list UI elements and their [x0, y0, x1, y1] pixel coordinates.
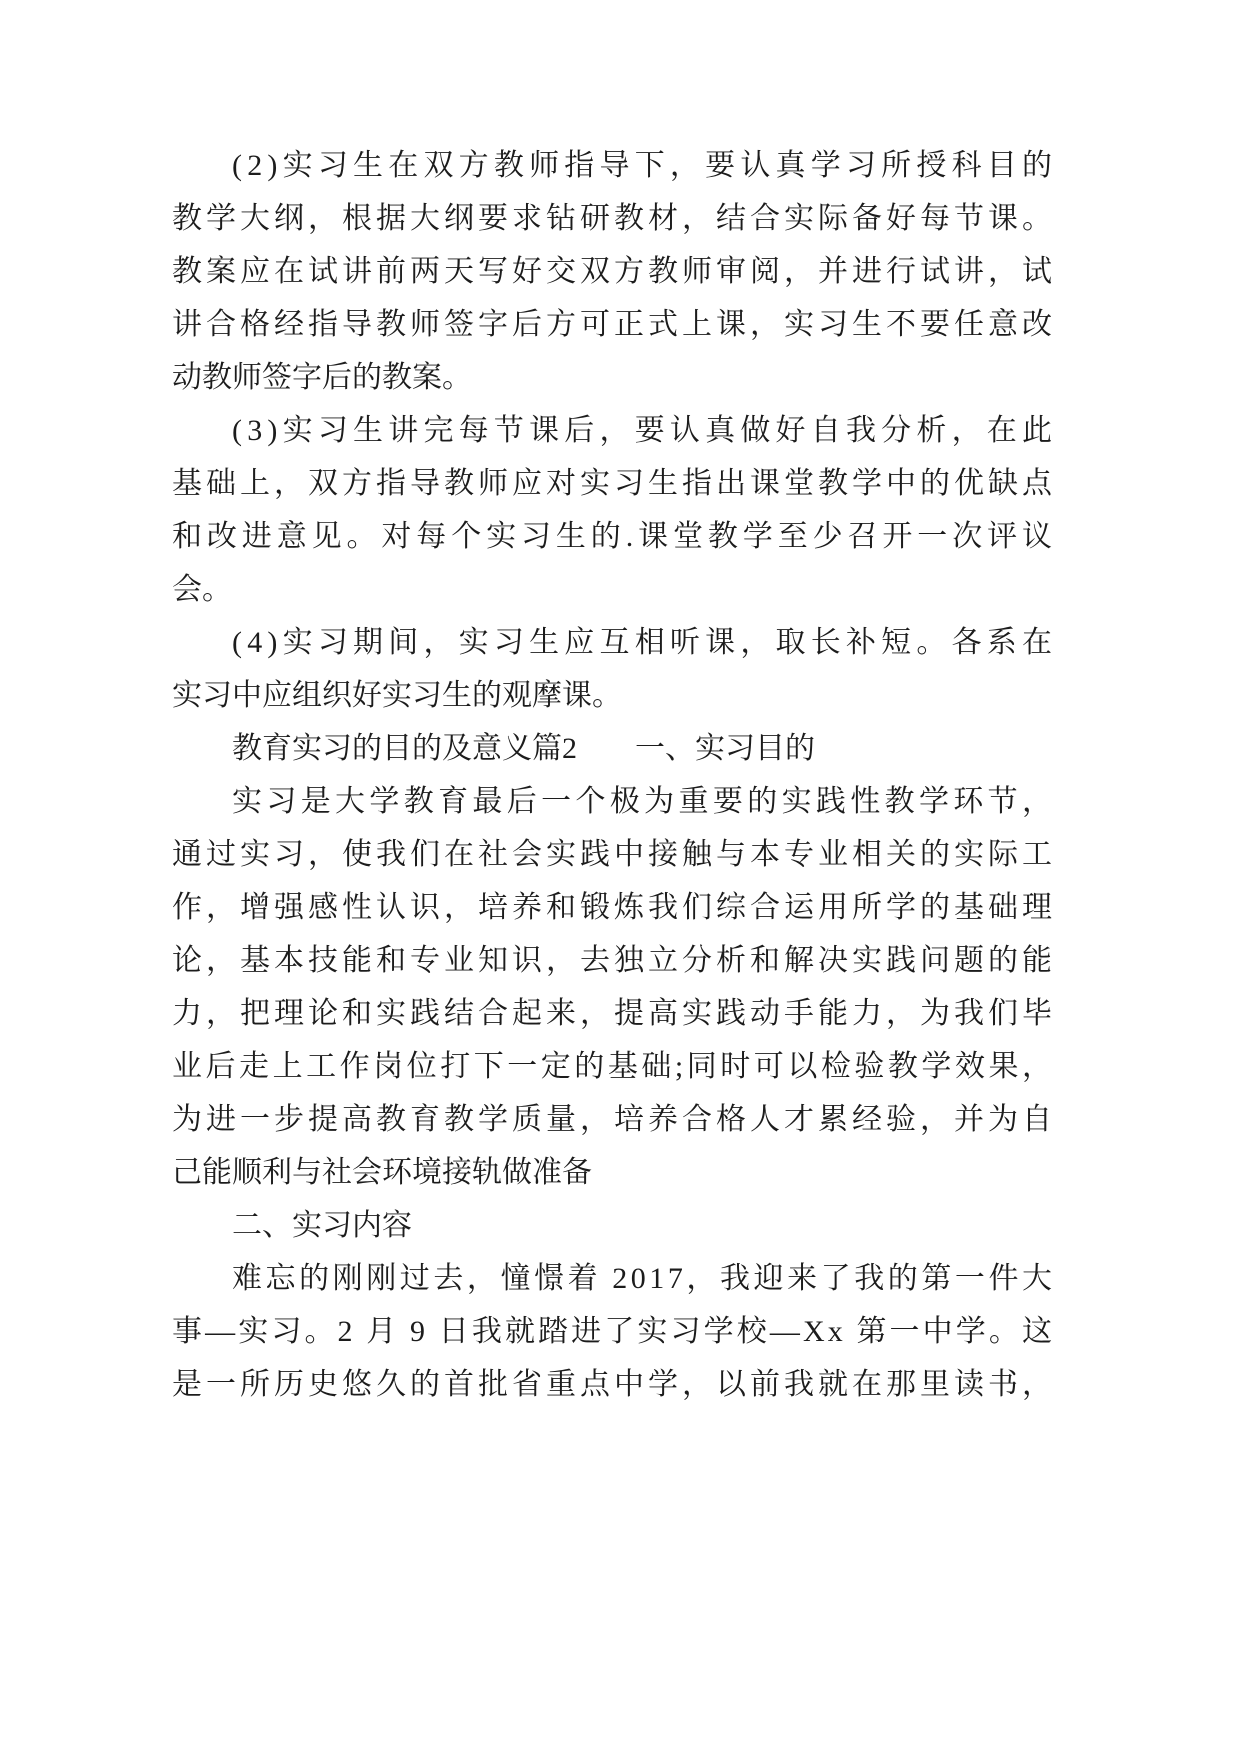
paragraph-line — [172, 1252, 1056, 1305]
section-1-paragraph — [172, 775, 1057, 1199]
section-heading-2 — [172, 1199, 1052, 1252]
line-text: 力，把理论和实践结合起来，提高实践动手能力，为我们毕 — [172, 997, 1056, 1030]
line-text: 为进一步提高教育教学质量，培养合格人才累经验，并为自 — [172, 1103, 1056, 1136]
paragraph-line — [172, 192, 1056, 245]
paragraph-line — [172, 298, 1056, 351]
paragraph-line — [172, 245, 1056, 298]
line-text: 业后走上工作岗位打下一定的基础;同时可以检验教学效果， — [172, 1050, 1056, 1083]
numbered-paragraph-2 — [172, 139, 1058, 404]
line-text: 动教师签字后的教案。 — [172, 361, 472, 394]
paragraph-line — [172, 775, 1057, 828]
paragraph-line — [172, 616, 1058, 669]
paragraph-line — [172, 351, 1052, 404]
heading-text: 二、实习内容 — [232, 1209, 412, 1242]
line-text: (2)实习生在双方教师指导下，要认真学习所授科目的 — [232, 149, 1058, 182]
line-text: (3)实习生讲完每节课后，要认真做好自我分析，在此 — [232, 414, 1058, 447]
paragraph-line — [172, 669, 1052, 722]
line-text: 是一所历史悠久的首批省重点中学，以前我就在那里读书， — [172, 1368, 1056, 1401]
line-text: 作，增强感性认识，培养和锻炼我们综合运用所学的基础理 — [172, 891, 1056, 924]
line-text: (4)实习期间，实习生应互相听课，取长补短。各系在 — [232, 626, 1058, 659]
paragraph-line — [172, 404, 1058, 457]
line-text: 教学大纲，根据大纲要求钻研教材，结合实际备好每节课。 — [172, 202, 1056, 235]
section-2-paragraph — [172, 1252, 1056, 1411]
numbered-paragraph-3 — [172, 404, 1058, 616]
line-text: 教案应在试讲前两天写好交双方教师审阅，并进行试讲，试 — [172, 255, 1056, 288]
paragraph-line — [172, 139, 1058, 192]
line-text: 基础上，双方指导教师应对实习生指出课堂教学中的优缺点 — [172, 467, 1056, 500]
paragraph-line — [172, 1358, 1056, 1411]
line-text: 己能顺利与社会环境接轨做准备 — [172, 1156, 592, 1189]
paragraph-line — [172, 457, 1056, 510]
line-text: 论，基本技能和专业知识，去独立分析和解决实践问题的能 — [172, 944, 1056, 977]
paragraph-line — [172, 1040, 1056, 1093]
section-heading-1: 一、实习目的 — [635, 732, 815, 765]
article-title: 教育实习的目的及意义篇2 — [232, 732, 577, 765]
line-text: 难忘的刚刚过去，憧憬着 2017，我迎来了我的第一件大 — [232, 1262, 1056, 1295]
line-text: 通过实习，使我们在社会实践中接触与本专业相关的实际工 — [172, 838, 1056, 871]
paragraph-line — [172, 1093, 1056, 1146]
paragraph-line — [172, 510, 1057, 563]
line-text: 会。 — [172, 573, 232, 606]
paragraph-line — [172, 828, 1056, 881]
paragraph-line — [172, 563, 1052, 616]
paragraph-line — [172, 1146, 1052, 1199]
line-text: 实习是大学教育最后一个极为重要的实践性教学环节， — [232, 785, 1057, 818]
paragraph-line — [172, 934, 1056, 987]
line-text: 事—实习。2 月 9 日我就踏进了实习学校—Xx 第一中学。这 — [172, 1315, 1056, 1348]
line-text: 和改进意见。对每个实习生的.课堂教学至少召开一次评议 — [172, 520, 1057, 553]
paragraph-line — [172, 1305, 1056, 1358]
line-text: 讲合格经指导教师签字后方可正式上课，实习生不要任意改 — [172, 308, 1056, 341]
title-line — [172, 722, 1052, 775]
line-text: 实习中应组织好实习生的观摩课。 — [172, 679, 622, 712]
document-page — [172, 139, 1058, 1411]
paragraph-line — [172, 881, 1056, 934]
paragraph-line — [172, 987, 1056, 1040]
numbered-paragraph-4 — [172, 616, 1058, 722]
